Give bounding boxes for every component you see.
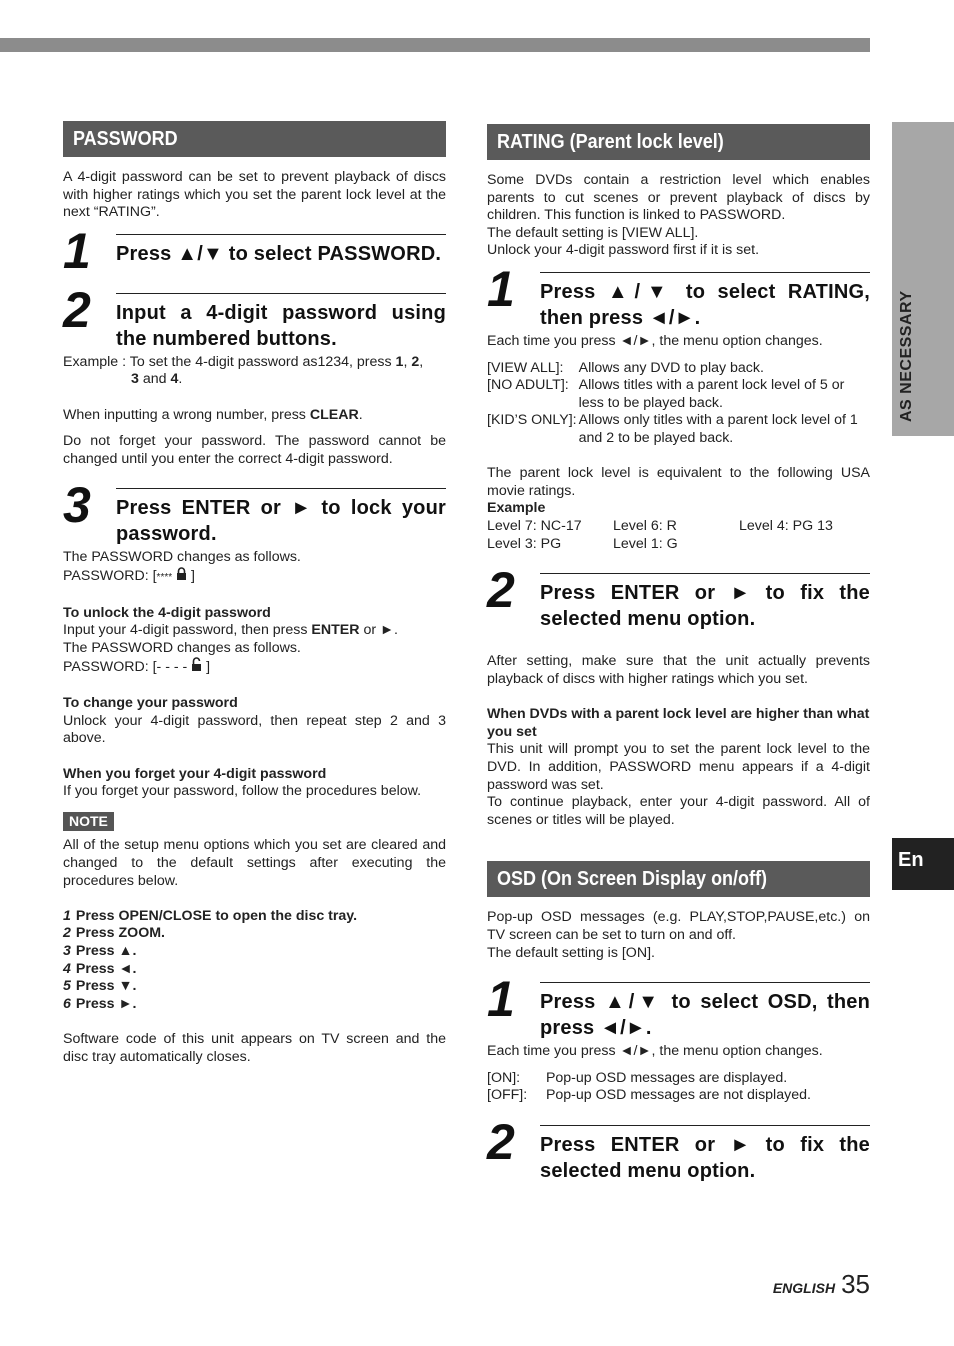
step-number: 1 bbox=[487, 971, 513, 1028]
step bbox=[63, 281, 446, 352]
section-title: PASSWORD bbox=[73, 128, 178, 150]
after-text: After setting, make sure that the unit actually prevents playback of discs with higher ratings which you set. bbox=[487, 653, 870, 687]
note-label: NOTE bbox=[63, 812, 114, 831]
procedure-item bbox=[63, 908, 446, 926]
level-cell: Level 4: PG 13 bbox=[739, 517, 833, 534]
option-value: Pop-up OSD messages are displayed. bbox=[545, 1069, 788, 1086]
procedure-text: Press ZOOM. bbox=[75, 925, 165, 942]
each-time-text: Each time you press ◄/►, the menu option changes. bbox=[487, 1043, 823, 1060]
level-cell bbox=[739, 536, 870, 554]
option-row bbox=[487, 412, 870, 447]
procedure-text: Press ►. bbox=[75, 995, 137, 1012]
procedure-list bbox=[63, 908, 446, 1014]
option-key: [ON]: bbox=[487, 1069, 521, 1086]
equiv-text: The parent lock level is equivalent to the following USA movie ratings. bbox=[487, 465, 870, 499]
step-number: 3 bbox=[63, 477, 89, 534]
example-text: Example : To set the 4-digit password as1234, press 1, 2, 3 and 4. bbox=[63, 353, 424, 388]
step bbox=[63, 477, 446, 547]
option-value: Allows titles with a parent lock level of 5 or less to be played back. bbox=[578, 377, 845, 411]
step-text: Press ENTER or ► to fix the selected menu option. bbox=[540, 1125, 870, 1184]
section-header bbox=[487, 861, 870, 897]
password-label: PASSWORD: [ bbox=[63, 567, 157, 584]
step-number: 2 bbox=[63, 281, 89, 338]
password-locked-line: PASSWORD: [**** ] bbox=[63, 567, 195, 584]
level-cell: Level 1: G bbox=[613, 535, 678, 552]
higher-text: To continue playback, enter your 4-digit password. All of scenes or titles will be played. bbox=[487, 794, 870, 828]
level-cell: Level 6: R bbox=[613, 517, 677, 534]
procedure-item bbox=[63, 996, 446, 1014]
page-footer bbox=[772, 1269, 870, 1299]
key: 4 bbox=[170, 371, 179, 388]
procedure-item bbox=[63, 925, 446, 943]
procedure-item bbox=[63, 961, 446, 979]
option-key: [NO ADULT]: bbox=[487, 377, 569, 394]
procedure-text: Press OPEN/CLOSE to open the disc tray. bbox=[75, 907, 358, 924]
procedure-item bbox=[63, 978, 446, 996]
example-prefix: Example : To set the 4-digit password as1234, press bbox=[63, 353, 396, 370]
intro-text: Pop-up OSD messages (e.g. PLAY,STOP,PAUSE,etc.) on TV screen can be set to turn on and off. bbox=[487, 909, 870, 944]
side-tab-label: AS NECESSARY bbox=[898, 290, 915, 422]
step-text: Press ENTER or ► to fix the selected menu option. bbox=[540, 573, 870, 632]
warning-text: Do not forget your password. The password cannot be changed until you enter the correct 4-digit password. bbox=[63, 433, 446, 467]
language-tab bbox=[892, 838, 954, 890]
options-table bbox=[487, 1070, 870, 1105]
step-text: Press ▲/▼ to select PASSWORD. bbox=[116, 234, 446, 267]
note-text: All of the setup menu options which you set are cleared and changed to the default settings after executing the procedures below. bbox=[63, 837, 446, 889]
closing-text: Software code of this unit appears on TV screen and the disc tray automatically closes. bbox=[63, 1031, 446, 1065]
password-mask: **** bbox=[156, 571, 173, 583]
levels-row bbox=[487, 536, 870, 554]
intro-text: A 4-digit password can be set to prevent playback of discs with higher ratings which you set the parent lock level at the next “RATING”. bbox=[63, 169, 446, 221]
step-number: 2 bbox=[487, 1114, 513, 1170]
section-title: RATING (Parent lock level) bbox=[497, 131, 724, 153]
procedure-number: 2 bbox=[63, 925, 71, 942]
enter-key: ENTER bbox=[311, 622, 360, 639]
option-value: Allows any DVD to play back. bbox=[578, 359, 764, 376]
default-text: The default setting is [VIEW ALL]. bbox=[487, 224, 699, 241]
footer-language: ENGLISH bbox=[772, 1280, 836, 1296]
intro-text: Some DVDs contain a restriction level which enables parents to cut scenes or prevent playback of discs by children. This function is linked to PASSWORD. bbox=[487, 172, 870, 224]
option-row bbox=[487, 377, 870, 412]
password-section bbox=[63, 121, 446, 1066]
changes-text: The PASSWORD changes as follows. bbox=[63, 549, 301, 566]
section-header bbox=[487, 124, 870, 160]
unlock-first-text: Unlock your 4-digit password first if it is set. bbox=[487, 242, 760, 259]
side-tab bbox=[892, 122, 954, 436]
procedure-text: Press ◄. bbox=[75, 960, 137, 977]
procedure-number: 1 bbox=[63, 907, 71, 924]
wrong-number-text: When inputting a wrong number, press CLEAR. bbox=[63, 406, 363, 423]
key: 3 bbox=[131, 371, 139, 388]
top-bar bbox=[0, 38, 870, 52]
unlock-prefix: Input your 4-digit password, then press bbox=[63, 622, 312, 639]
levels-row bbox=[487, 518, 870, 536]
unlock-suffix: or ►. bbox=[359, 622, 398, 639]
procedure-number: 3 bbox=[63, 943, 71, 960]
page-number: 35 bbox=[841, 1269, 870, 1299]
options-table bbox=[487, 360, 870, 448]
password-unlocked-line: PASSWORD: [- - - - ] bbox=[63, 659, 211, 676]
each-time-text: Each time you press ◄/►, the menu option changes. bbox=[487, 332, 823, 349]
procedure-text: Press ▲. bbox=[75, 943, 137, 960]
change-text: Unlock your 4-digit password, then repeat step 2 and 3 above. bbox=[63, 712, 446, 747]
rating-section bbox=[487, 124, 870, 1184]
lock-closed-icon bbox=[176, 568, 187, 584]
level-cell: Level 7: NC-17 bbox=[487, 517, 582, 534]
higher-text: This unit will prompt you to set the parent lock level to the DVD. In addition, PASSWORD menu appears if a 4-digit password was set. bbox=[487, 741, 870, 793]
note-block bbox=[63, 812, 446, 832]
levels-table bbox=[487, 518, 870, 553]
step-number: 2 bbox=[487, 562, 513, 619]
key: 1 bbox=[395, 353, 404, 370]
unlock-text bbox=[63, 622, 446, 640]
step-text: Press ▲/▼ to select OSD, then press ◄/►. bbox=[540, 982, 870, 1041]
level-cell: Level 3: PG bbox=[487, 535, 562, 552]
lock-open-icon bbox=[191, 659, 202, 675]
subheading: When you forget your 4-digit password bbox=[63, 765, 327, 782]
step bbox=[487, 971, 870, 1041]
option-key: [VIEW ALL]: bbox=[487, 359, 564, 376]
option-value: Allows only titles with a parent lock level of 1 and 2 to be played back. bbox=[578, 412, 858, 446]
procedure-text: Press ▼. bbox=[75, 978, 137, 995]
step-text: Press ENTER or ► to lock your password. bbox=[116, 488, 446, 547]
option-row bbox=[487, 1070, 870, 1088]
subheading: To change your password bbox=[63, 694, 238, 711]
procedure-number: 6 bbox=[63, 995, 71, 1012]
step-text: Input a 4-digit password using the numbered buttons. bbox=[116, 293, 446, 352]
example-heading: Example bbox=[487, 500, 546, 517]
procedure-number: 5 bbox=[63, 978, 71, 995]
option-key: [OFF]: bbox=[487, 1087, 528, 1104]
procedure-item bbox=[63, 943, 446, 961]
step-number: 1 bbox=[63, 222, 89, 279]
option-key: [KID’S ONLY]: bbox=[487, 412, 577, 429]
step bbox=[63, 222, 446, 279]
wrong-prefix: When inputting a wrong number, press bbox=[63, 406, 310, 423]
option-row bbox=[487, 360, 870, 378]
subheading: When DVDs with a parent lock level are higher than what you set bbox=[487, 706, 870, 740]
section-header bbox=[63, 121, 446, 157]
forgot-text: If you forget your password, follow the procedures below. bbox=[63, 783, 422, 800]
subheading: To unlock the 4-digit password bbox=[63, 604, 271, 621]
procedure-number: 4 bbox=[63, 960, 71, 977]
step-text: Press ▲/▼ to select RATING, then press ◄/►. bbox=[540, 272, 870, 331]
section-title: OSD (On Screen Display on/off) bbox=[497, 868, 768, 891]
option-row bbox=[487, 1087, 870, 1105]
step bbox=[487, 562, 870, 632]
changes-text: The PASSWORD changes as follows. bbox=[63, 639, 301, 656]
language-tab-label: En bbox=[898, 849, 924, 871]
clear-key: CLEAR bbox=[309, 406, 359, 423]
step-number: 1 bbox=[487, 260, 513, 317]
option-value: Pop-up OSD messages are not displayed. bbox=[545, 1087, 811, 1104]
password-label: PASSWORD: [- - - - bbox=[63, 659, 188, 676]
step bbox=[487, 260, 870, 331]
key: 2 bbox=[411, 353, 420, 370]
default-text: The default setting is [ON]. bbox=[487, 944, 655, 961]
step bbox=[487, 1114, 870, 1184]
